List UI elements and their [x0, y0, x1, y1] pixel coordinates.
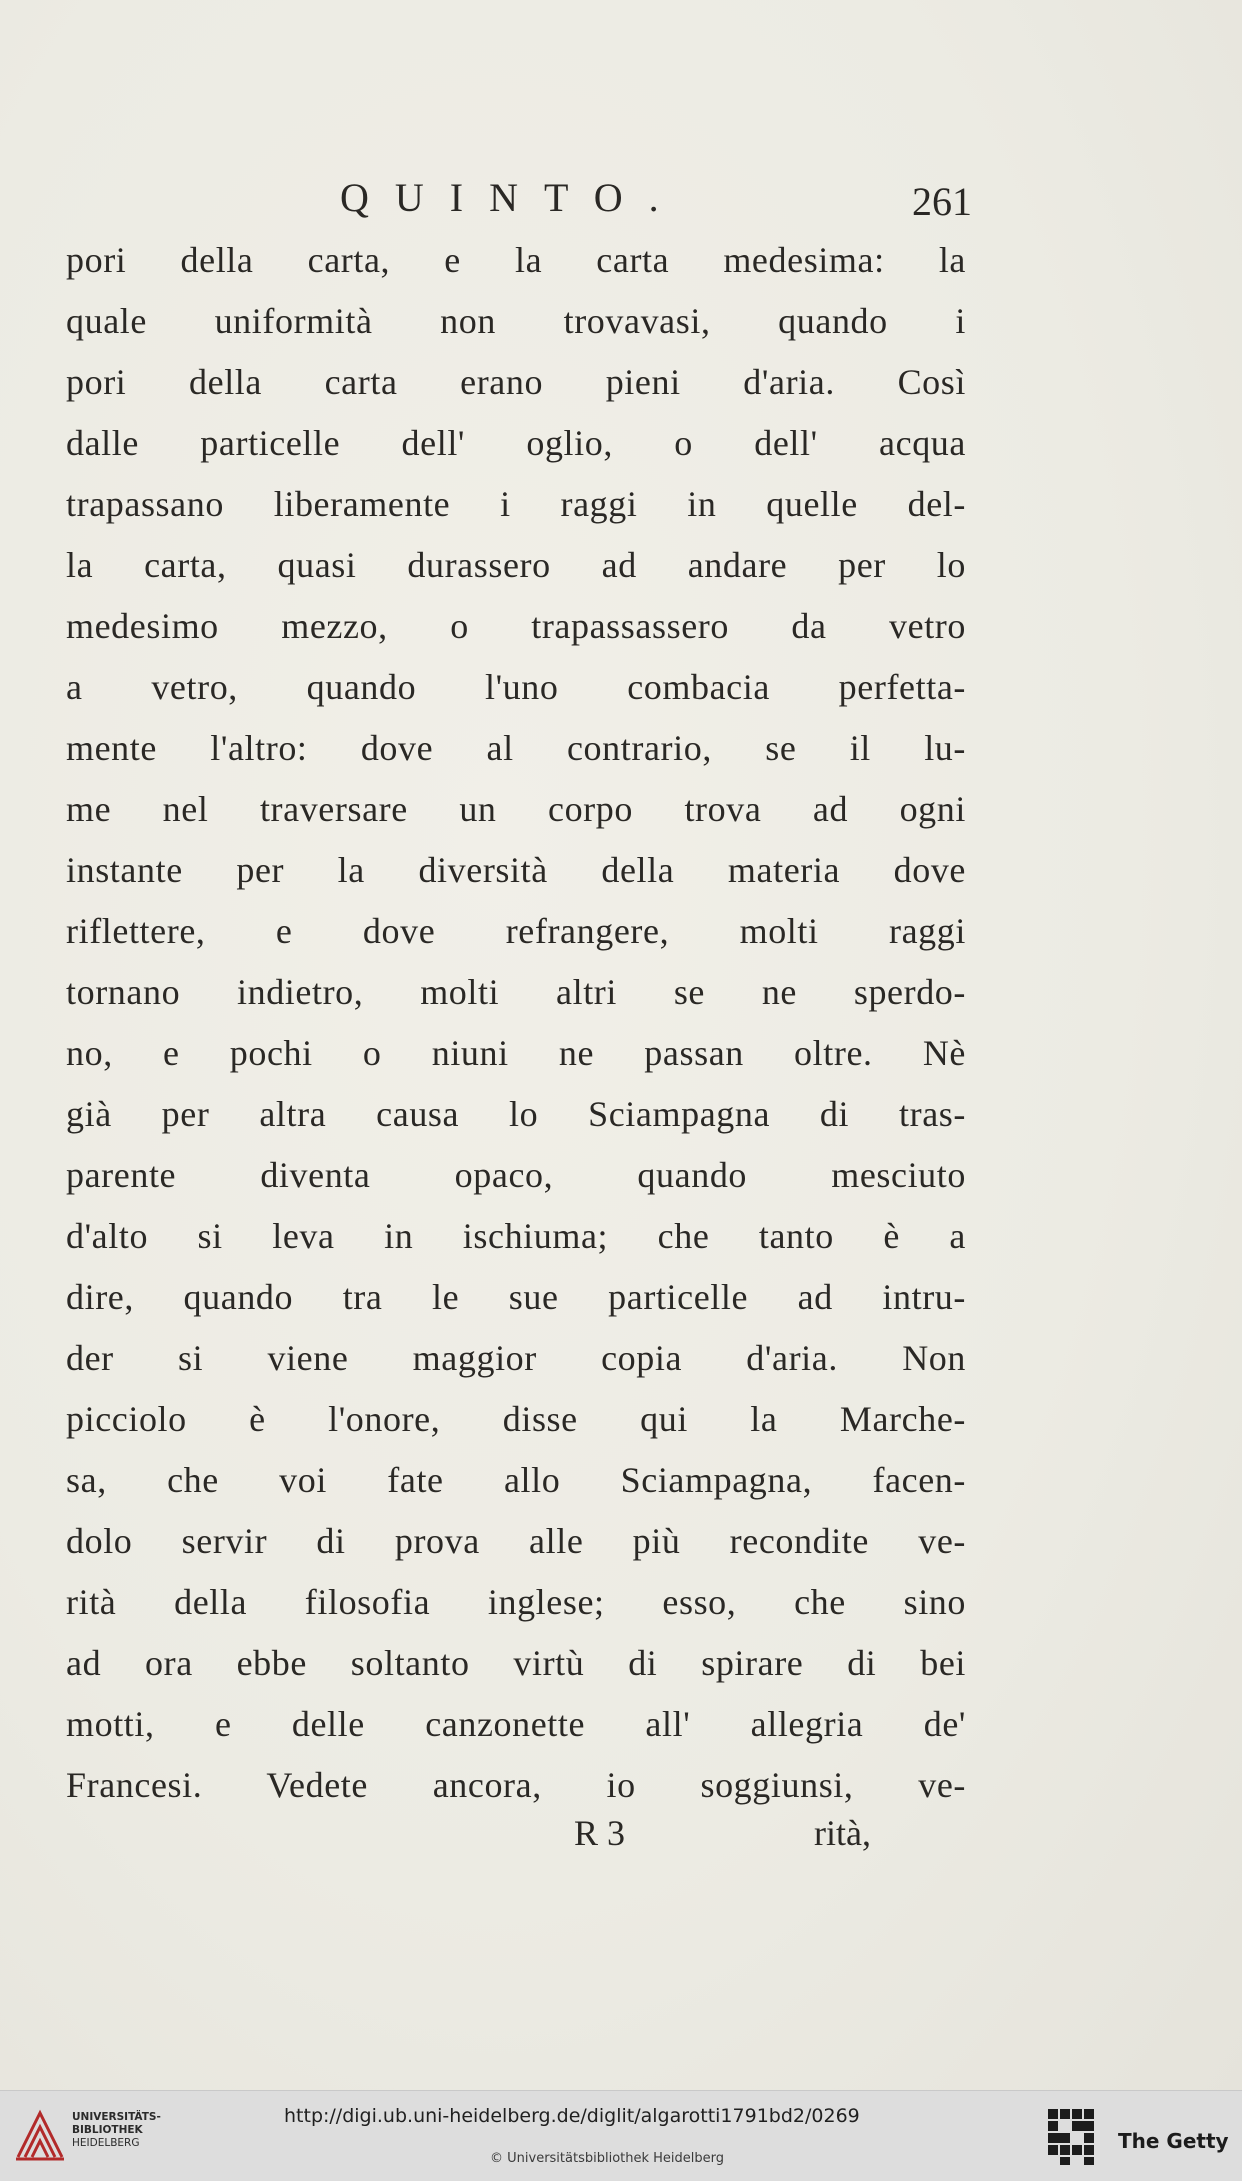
text-line: motti, e delle canzonette all' allegria de' [66, 1704, 966, 1744]
text-line: parente diventa opaco, quando mesciuto [66, 1155, 966, 1195]
permalink-url[interactable]: http://digi.ub.uni-heidelberg.de/diglit/algarotti1791bd2/0269 [284, 2105, 860, 2127]
page-header [0, 170, 1242, 230]
text-line: picciolo è l'onore, disse qui la Marche- [66, 1399, 966, 1439]
body-text [66, 230, 966, 1816]
copyright-notice: © Universitätsbibliothek Heidelberg [490, 2151, 725, 2166]
text-line: tornano indietro, molti altri se ne sperdo- [66, 972, 966, 1012]
text-line: dalle particelle dell' oglio, o dell' acqua [66, 423, 966, 463]
viewer-footer-bar [0, 2090, 1242, 2181]
text-line: trapassano liberamente i raggi in quelle del- [66, 484, 966, 524]
text-line: pori della carta erano pieni d'aria. Così [66, 362, 966, 402]
text-line: a vetro, quando l'uno combacia perfetta- [66, 667, 966, 707]
text-line: quale uniformità non trovavasi, quando i [66, 301, 966, 341]
getty-logo-icon [1046, 2107, 1098, 2167]
text-line: rità della filosofia inglese; esso, che sino [66, 1582, 966, 1622]
running-head: QUINTO. [340, 175, 685, 220]
text-line: mente l'altro: dove al contrario, se il lu- [66, 728, 966, 768]
getty-label: The Getty [1118, 2129, 1229, 2153]
text-line: riflettere, e dove refrangere, molti raggi [66, 911, 966, 951]
text-line: der si viene maggior copia d'aria. Non [66, 1338, 966, 1378]
text-line: ad ora ebbe soltanto virtù di spirare di bei [66, 1643, 966, 1683]
page-number: 261 [912, 179, 972, 224]
text-line: Francesi. Vedete ancora, io soggiunsi, ve- [66, 1765, 966, 1805]
logo-line-1: UNIVERSITÄTS- [72, 2111, 161, 2123]
page-footer [0, 1812, 1242, 1872]
logo-line-2: BIBLIOTHEK [72, 2124, 143, 2136]
signature-mark: R 3 [574, 1813, 626, 1853]
text-line: medesimo mezzo, o trapassassero da vetro [66, 606, 966, 646]
text-line: già per altra causa lo Sciampagna di tras- [66, 1094, 966, 1134]
text-line: dire, quando tra le sue particelle ad intru- [66, 1277, 966, 1317]
logo-line-3: HEIDELBERG [72, 2137, 140, 2149]
text-line: me nel traversare un corpo trova ad ogni [66, 789, 966, 829]
university-library-logo-icon [14, 2107, 66, 2163]
text-line: no, e pochi o niuni ne passan oltre. Nè [66, 1033, 966, 1073]
text-line: d'alto si leva in ischiuma; che tanto è a [66, 1216, 966, 1256]
catchword: rità, [814, 1813, 871, 1853]
text-line: la carta, quasi durassero ad andare per lo [66, 545, 966, 585]
text-line: pori della carta, e la carta medesima: la [66, 240, 966, 280]
university-library-name [72, 2111, 161, 2150]
text-line: sa, che voi fate allo Sciampagna, facen- [66, 1460, 966, 1500]
text-line: dolo servir di prova alle più recondite ve- [66, 1521, 966, 1561]
text-line: instante per la diversità della materia dove [66, 850, 966, 890]
